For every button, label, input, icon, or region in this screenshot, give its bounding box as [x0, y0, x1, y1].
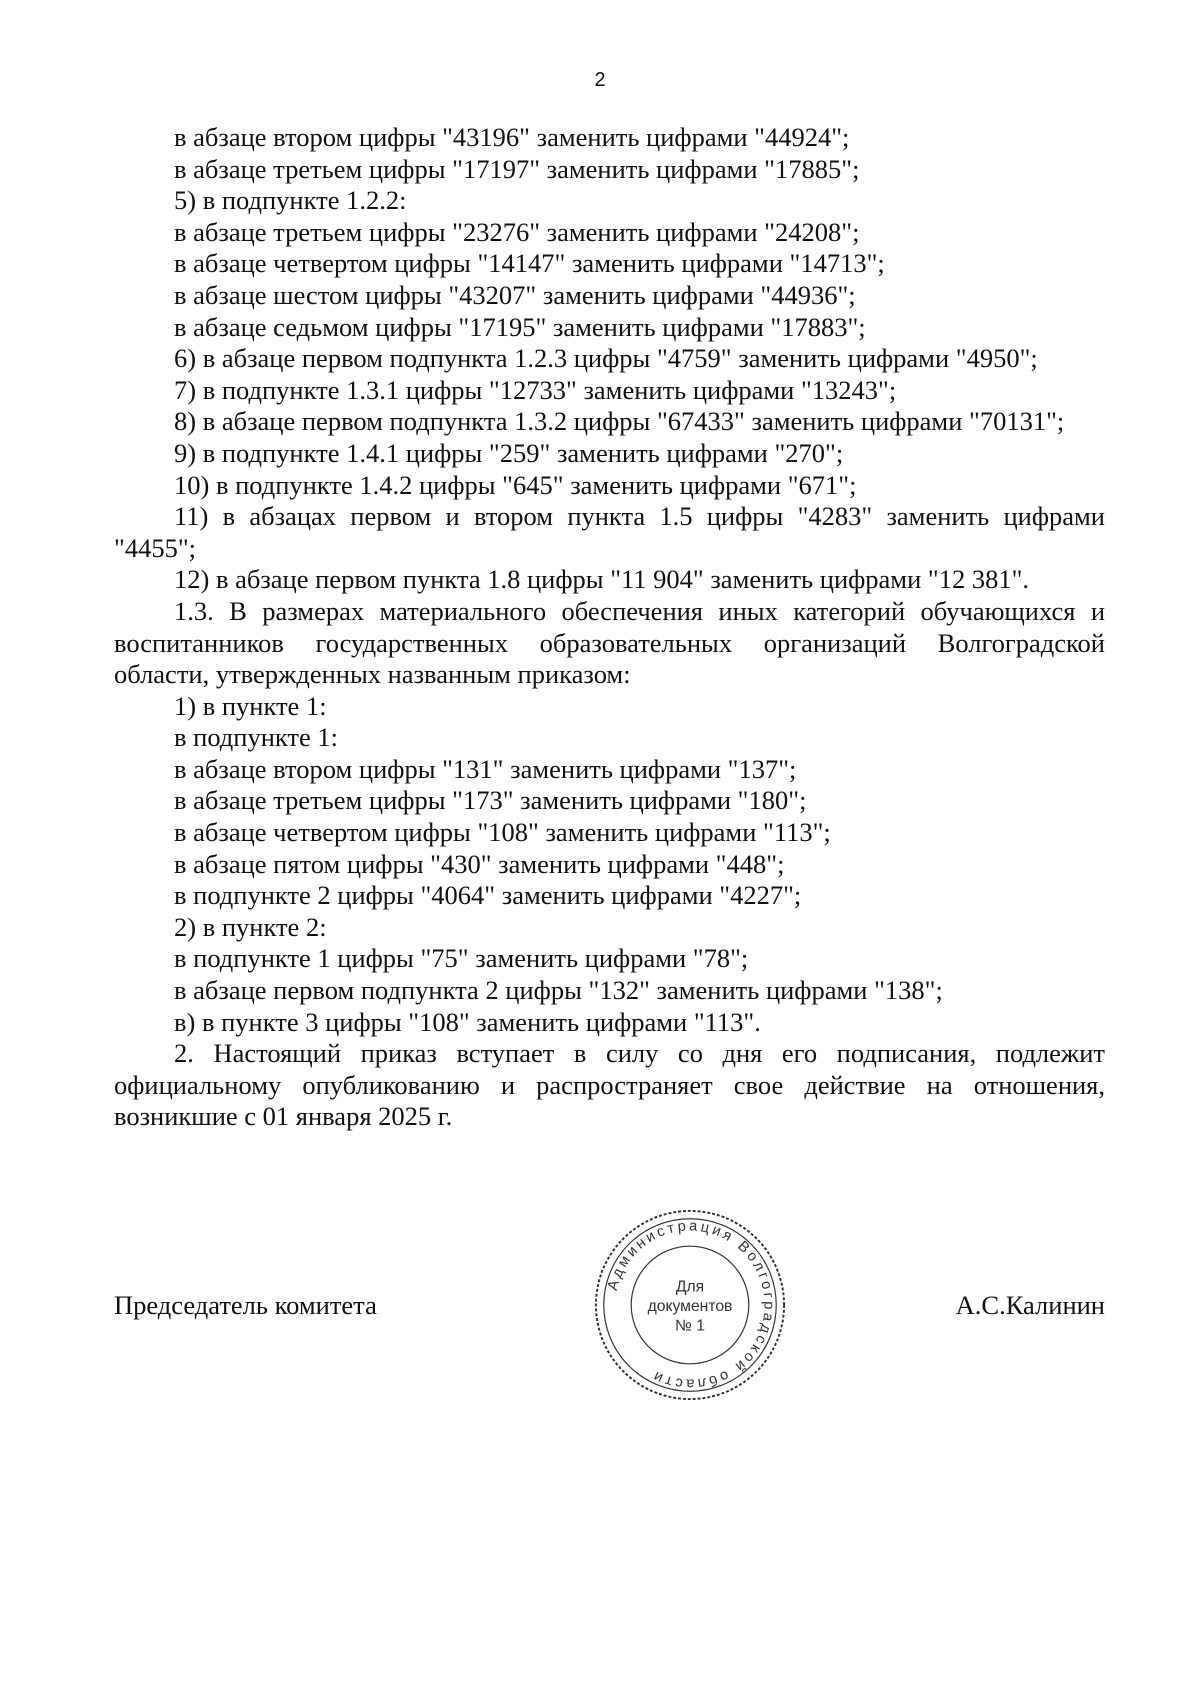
- paragraph: 5) в подпункте 1.2.2:: [174, 185, 407, 216]
- signer-title: Председатель комитета: [114, 1290, 377, 1320]
- paragraph: 7) в подпункте 1.3.1 цифры "12733" заменить цифрами "13243";: [174, 374, 897, 405]
- paragraph: в абзаце первом подпункта 2 цифры "132" заменить цифрами "138";: [174, 975, 943, 1006]
- page-number: 2: [594, 69, 606, 91]
- paragraph: 2. Настоящий приказ вступает в силу со дня его подписания, подлежит официальному опубликованию и распространяет свое действие на отношения, возникшие с 01 января 2025 г.: [114, 1038, 1105, 1132]
- paragraph: 2) в пункте 2:: [174, 911, 327, 942]
- paragraph: 12) в абзаце первом пункта 1.8 цифры "11 904" заменить цифрами "12 381".: [174, 564, 1030, 595]
- paragraph: в абзаце третьем цифры "23276" заменить цифрами "24208";: [174, 216, 860, 247]
- paragraph: в) в пункте 3 цифры "108" заменить цифрами "113".: [174, 1006, 761, 1037]
- paragraph: 8) в абзаце первом подпункта 1.3.2 цифры "67433" заменить цифрами "70131";: [174, 406, 1065, 437]
- paragraph: в абзаце четвертом цифры "108" заменить цифрами "113";: [174, 817, 831, 848]
- paragraph: 6) в абзаце первом подпункта 1.2.3 цифры "4759" заменить цифрами "4950";: [174, 343, 1038, 374]
- paragraph: в абзаце третьем цифры "173" заменить цифрами "180";: [174, 785, 807, 816]
- paragraph: в абзаце седьмом цифры "17195" заменить цифрами "17883";: [174, 311, 866, 342]
- paragraph: в абзаце пятом цифры "430" заменить цифрами "448";: [174, 848, 785, 879]
- paragraph: в абзаце втором цифры "43196" заменить цифрами "44924";: [174, 122, 850, 152]
- paragraph: 11) в абзацах первом и втором пункта 1.5 цифры "4283" заменить цифрами "4455";: [114, 501, 1105, 563]
- paragraph: 10) в подпункте 1.4.2 цифры "645" заменить цифрами "671";: [174, 469, 857, 500]
- paragraph: в подпункте 1 цифры "75" заменить цифрами "78";: [174, 943, 749, 974]
- seal-inner-line: Для: [675, 1278, 705, 1296]
- paragraph: в абзаце четвертом цифры "14147" заменить цифрами "14713";: [174, 248, 885, 279]
- paragraph: в абзаце втором цифры "131" заменить цифрами "137";: [174, 753, 797, 784]
- paragraph: 1) в пункте 1:: [174, 690, 327, 721]
- paragraph: в подпункте 1:: [174, 722, 339, 753]
- paragraph: 9) в подпункте 1.4.1 цифры "259" заменить цифрами "270";: [174, 437, 844, 468]
- paragraph: в абзаце шестом цифры "43207" заменить цифрами "44936";: [174, 279, 856, 310]
- paragraph: в подпункте 2 цифры "4064" заменить цифрами "4227";: [174, 880, 802, 911]
- signer-name: А.С.Калинин: [955, 1290, 1105, 1320]
- seal-inner-line: № 1: [675, 1317, 705, 1335]
- paragraph: в абзаце третьем цифры "17197" заменить цифрами "17885";: [174, 153, 860, 184]
- paragraph: 1.3. В размерах материального обеспечения иных категорий обучающихся и воспитанников государственных образовательных организаций Волгоградской области, утвержденных названным приказом:: [114, 595, 1105, 690]
- official-seal: [592, 1207, 788, 1403]
- document-body: [114, 122, 1105, 1133]
- seal-outer-text-path: Администрация Волгоградской области: [605, 1218, 777, 1392]
- seal-inner-line: документов: [647, 1297, 733, 1315]
